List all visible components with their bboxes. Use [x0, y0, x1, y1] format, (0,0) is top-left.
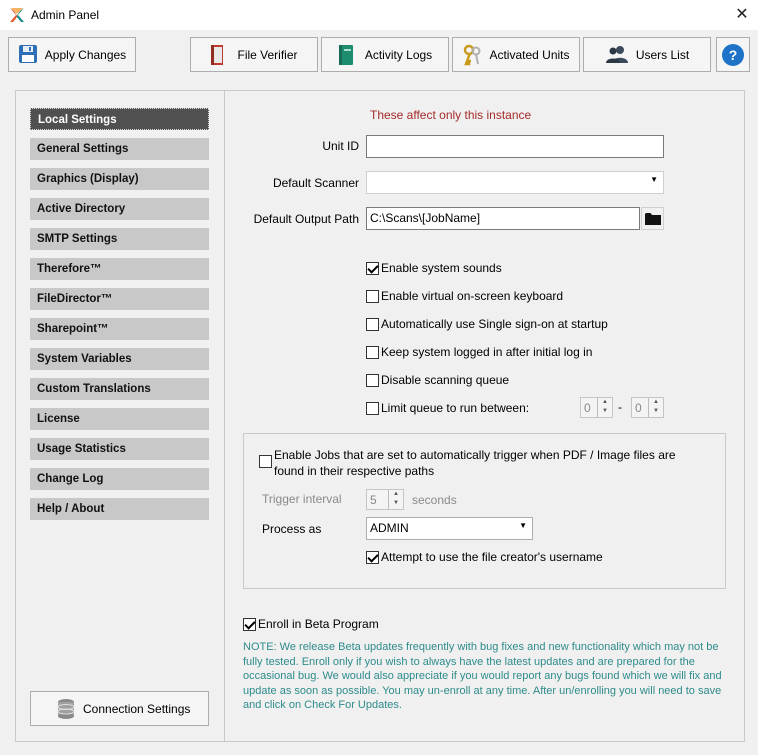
folder-icon — [645, 212, 661, 228]
keys-icon — [462, 44, 482, 66]
virtual-keyboard-checkbox[interactable] — [366, 290, 379, 303]
disable-scanning-queue-label: Disable scanning queue — [381, 373, 510, 387]
process-as-value: ADMIN — [370, 521, 409, 535]
activated-units-button[interactable] — [452, 37, 580, 72]
single-sign-on-label: Automatically use Single sign-on at startup — [381, 317, 608, 331]
help-button[interactable] — [716, 37, 750, 72]
sidebar-item-help-about[interactable]: Help / About — [30, 498, 209, 520]
limit-queue-label: Limit queue to run between: — [381, 401, 530, 415]
auto-trigger-label-line2: found in their respective paths — [274, 464, 435, 478]
sidebar-item-filedirector[interactable]: FileDirector™ — [30, 288, 209, 310]
log-book-icon — [338, 44, 358, 66]
auto-trigger-checkbox[interactable] — [259, 455, 272, 468]
trigger-interval-stepper[interactable] — [366, 489, 404, 510]
queue-start-stepper[interactable] — [580, 397, 613, 418]
instance-notice: These affect only this instance — [370, 108, 532, 122]
sidebar-item-custom-translations[interactable]: Custom Translations — [30, 378, 209, 400]
queue-start-value: 0 — [584, 401, 591, 415]
app-logo-icon — [9, 7, 25, 23]
chevron-down-icon: ▼ — [650, 175, 658, 184]
chevron-down-icon: ▼ — [519, 521, 527, 530]
trigger-interval-label: Trigger interval — [262, 492, 342, 506]
window-title: Admin Panel — [31, 8, 100, 22]
queue-end-value: 0 — [635, 401, 642, 415]
unit-id-label: Unit ID — [322, 139, 359, 153]
limit-queue-checkbox[interactable] — [366, 402, 379, 415]
file-icon — [210, 44, 230, 66]
seconds-label: seconds — [412, 493, 457, 507]
sidebar-item-license[interactable]: License — [30, 408, 209, 430]
users-list-button[interactable] — [583, 37, 711, 72]
sidebar-item-therefore[interactable]: Therefore™ — [30, 258, 209, 280]
sidebar-item-general-settings[interactable]: General Settings — [30, 138, 209, 160]
activity-logs-label: Activity Logs — [364, 47, 433, 62]
activated-units-label: Activated Units — [489, 47, 570, 62]
auto-trigger-label — [274, 447, 694, 479]
apply-changes-label: Apply Changes — [44, 47, 127, 62]
file-verifier-button[interactable] — [190, 37, 318, 72]
connection-settings-label: Connection Settings — [83, 701, 191, 716]
unit-id-input[interactable] — [366, 135, 664, 158]
database-icon — [57, 698, 75, 720]
default-output-path-label: Default Output Path — [253, 212, 359, 226]
virtual-keyboard-label: Enable virtual on-screen keyboard — [381, 289, 564, 303]
users-icon — [605, 44, 629, 66]
close-icon[interactable]: ✕ — [735, 6, 749, 23]
beta-program-label: Enroll in Beta Program — [258, 617, 379, 631]
beta-note: NOTE: We release Beta updates frequently with bug fixes and new functionality which may not be fully tested. Enroll only if you wish to always have the latest updates and are prepared for the occasional bug. We would also appreciate if you would report any bugs found which we will fix and update as soon as possible. You may un-enroll at any time. After un/enrolling you will need to save and click on Check For Updates. — [243, 641, 722, 711]
sidebar-item-change-log[interactable]: Change Log — [30, 468, 209, 490]
users-list-label: Users List — [635, 47, 690, 62]
enable-system-sounds-label: Enable system sounds — [381, 261, 502, 275]
queue-end-stepper[interactable] — [631, 397, 664, 418]
attempt-creator-username-label: Attempt to use the file creator's username — [381, 550, 603, 564]
sidebar-item-smtp-settings[interactable]: SMTP Settings — [30, 228, 209, 250]
default-scanner-label: Default Scanner — [272, 176, 359, 190]
default-scanner-select[interactable] — [366, 171, 664, 194]
sidebar-item-graphics-display[interactable]: Graphics (Display) — [30, 168, 209, 190]
sidebar-item-sharepoint[interactable]: Sharepoint™ — [30, 318, 209, 340]
process-as-label: Process as — [262, 522, 322, 536]
sidebar-item-active-directory[interactable]: Active Directory — [30, 198, 209, 220]
title-bar — [0, 0, 758, 30]
apply-changes-button[interactable] — [8, 37, 136, 72]
browse-folder-button[interactable] — [641, 207, 664, 230]
connection-settings-button[interactable] — [30, 691, 209, 726]
stepper-arrows-icon: ▲ ▼ — [388, 490, 403, 509]
enable-system-sounds-checkbox[interactable] — [366, 262, 379, 275]
file-verifier-label: File Verifier — [237, 47, 298, 62]
default-output-path-input[interactable]: C:\Scans\[JobName] — [366, 207, 640, 230]
save-icon — [18, 44, 38, 66]
beta-program-checkbox[interactable] — [243, 618, 256, 631]
queue-range-separator: - — [618, 400, 622, 414]
attempt-creator-username-checkbox[interactable] — [366, 551, 379, 564]
keep-logged-in-label: Keep system logged in after initial log in — [381, 345, 593, 359]
help-icon: ? — [722, 44, 744, 66]
trigger-interval-value: 5 — [370, 493, 377, 507]
single-sign-on-checkbox[interactable] — [366, 318, 379, 331]
auto-trigger-label-line1: Enable Jobs that are set to automatically trigger when PDF / Image files are — [274, 448, 676, 462]
sidebar-divider — [224, 91, 225, 741]
sidebar-item-usage-statistics[interactable]: Usage Statistics — [30, 438, 209, 460]
stepper-arrows-icon: ▲ ▼ — [597, 398, 612, 417]
disable-scanning-queue-checkbox[interactable] — [366, 374, 379, 387]
activity-logs-button[interactable] — [321, 37, 449, 72]
sidebar-item-system-variables[interactable]: System Variables — [30, 348, 209, 370]
keep-logged-in-checkbox[interactable] — [366, 346, 379, 359]
process-as-select[interactable] — [366, 517, 533, 540]
stepper-arrows-icon: ▲ ▼ — [648, 398, 663, 417]
sidebar-item-local-settings[interactable]: Local Settings — [30, 108, 209, 130]
